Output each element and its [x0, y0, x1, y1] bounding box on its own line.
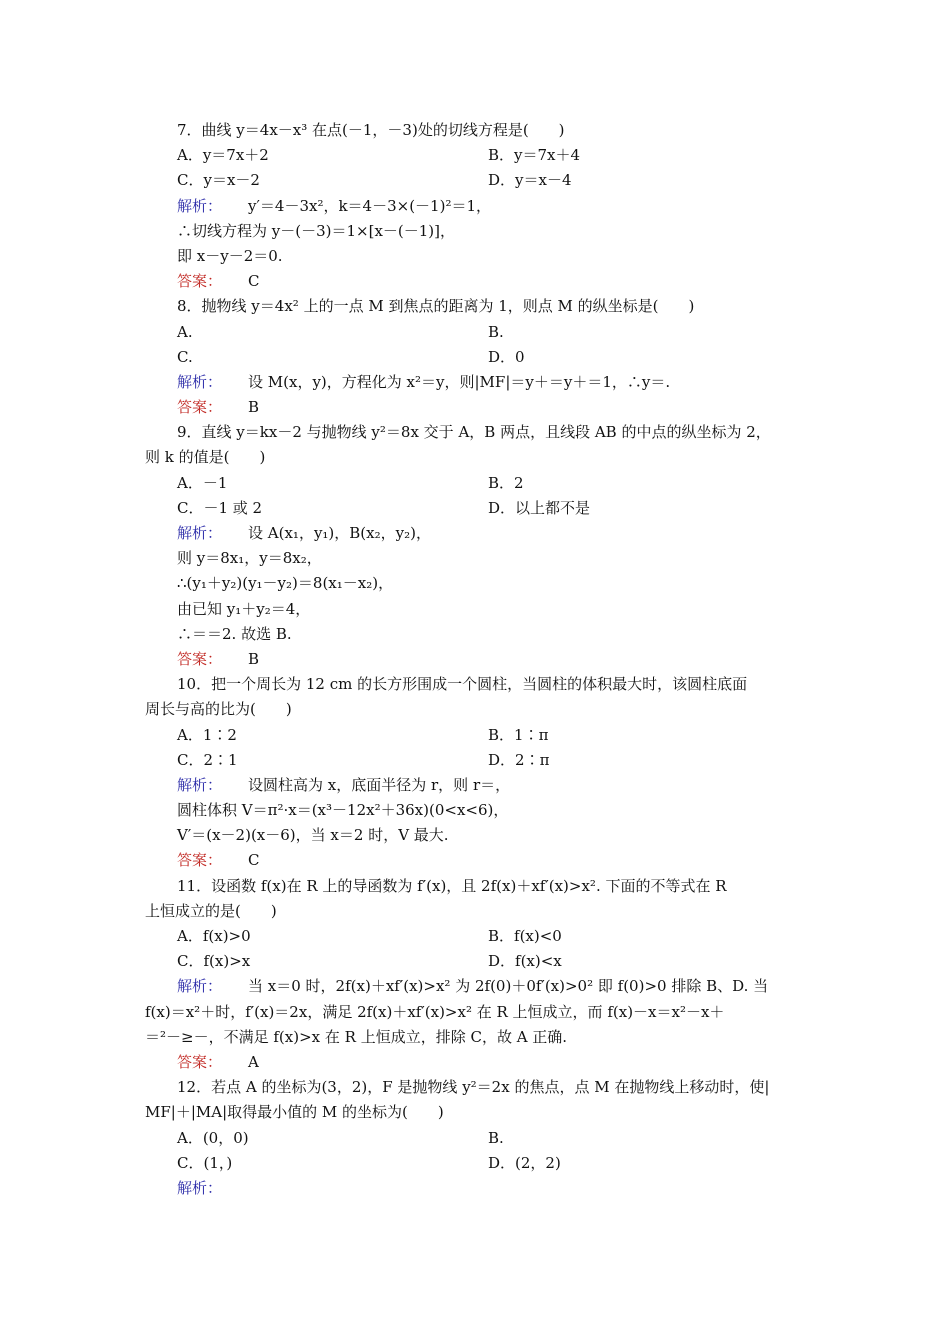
q9-answer-line: [145, 647, 805, 672]
q7-answer: C: [248, 272, 260, 291]
q9-stem-line-2: 则 k 的值是( ): [145, 448, 266, 467]
q9-options-ab: [145, 471, 805, 496]
q8-option-a: A.: [177, 322, 193, 341]
q9-analysis-text-1: 设 A(x₁，y₁)，B(x₂，y₂)，: [248, 524, 431, 542]
q7-analysis-label: 解析：: [177, 196, 223, 215]
q7-analysis-line-1: [145, 194, 805, 219]
q11-analysis-line-3: ＝²－≥－，不满足 f(x)>x 在 R 上恒成立，排除 C，故 A 正确.: [145, 1027, 568, 1046]
q8-option-b: B.: [488, 322, 504, 341]
q7-analysis-text-1: y′＝4－3x²，k＝4－3×(－1)²＝1，: [248, 196, 492, 215]
q12-stem-line-2: MF|＋|MA|取得最小值的 M 的坐标为( ): [145, 1103, 444, 1122]
q8-answer-label: 答案：: [177, 398, 223, 417]
q9-option-c: C．－1 或 2: [177, 498, 263, 517]
q7-stem: 7．曲线 y＝4x－x³ 在点(－1，－3)处的切线方程是( ): [177, 121, 565, 139]
q11-answer: A: [248, 1052, 259, 1071]
q10-options-ab: [145, 723, 805, 748]
q12-analysis-line-1: [145, 1176, 805, 1201]
q7-answer-label: 答案：: [177, 272, 223, 291]
q11-stem-line-1: 11．设函数 f(x)在 R 上的导函数为 f′(x)，且 2f(x)＋xf′(x)>x². 下面的不等式在 R: [177, 876, 727, 895]
q7-option-c: C．y＝x－2: [177, 171, 260, 190]
q10-answer-line: [145, 848, 805, 873]
q9-answer: B: [248, 649, 260, 668]
q8-analysis-label: 解析：: [177, 372, 223, 391]
q11-option-b: B．f(x)<0: [488, 927, 562, 945]
q12-options-cd: [145, 1151, 805, 1176]
q7-analysis-line-3: 即 x－y－2＝0.: [177, 246, 283, 265]
q10-analysis-text-1: 设圆柱高为 x，底面半径为 r，则 r＝，: [248, 775, 511, 794]
q8-answer-line: [145, 395, 805, 420]
q11-analysis-text-1: 当 x＝0 时，2f(x)＋xf′(x)>x² 为 2f(0)＋0f′(x)>0² 即 f(0)>0 排除 B、D. 当: [248, 977, 769, 996]
q10-option-d: D．2∶π: [488, 750, 550, 769]
q11-options-ab: [145, 924, 805, 949]
q10-stem-line-1: 10．把一个周长为 12 cm 的长方形围成一个圆柱，当圆柱的体积最大时，该圆柱底面: [177, 675, 748, 694]
q9-analysis-line-4: 由已知 y₁＋y₂＝4，: [177, 599, 311, 618]
q7-options-ab: [145, 143, 805, 168]
q7-analysis-line-2: ∴切线方程为 y－(－3)＝1×[x－(－1)]，: [177, 221, 456, 240]
q11-options-cd: [145, 949, 805, 974]
q7-option-b: B．y＝7x＋4: [488, 146, 581, 165]
q11-analysis-line-1: [145, 974, 805, 999]
q10-analysis-line-1: [145, 773, 805, 798]
q9-options-cd: [145, 496, 805, 521]
q7-options-cd: [145, 168, 805, 193]
q10-options-cd: [145, 748, 805, 773]
q10-option-c: C．2∶1: [177, 750, 238, 769]
q7-option-a: A．y＝7x＋2: [177, 146, 269, 165]
q12-option-d: D．(2，2): [488, 1153, 561, 1172]
q8-options-cd: [145, 345, 805, 370]
q12-option-a: A．(0，0): [177, 1128, 249, 1147]
q9-analysis-line-5: ∴＝＝2. 故选 B.: [177, 624, 292, 643]
q8-option-c: C.: [177, 347, 193, 366]
q11-analysis-line-2: f(x)＝x²＋时，f′(x)＝2x，满足 2f(x)＋xf′(x)>x² 在 R 上恒成立，而 f(x)－x＝x²－x＋: [145, 1002, 725, 1021]
q11-option-c: C．f(x)>x: [177, 952, 251, 971]
q11-stem-line-2: 上恒成立的是( ): [145, 901, 277, 920]
q12-stem-line-1: 12．若点 A 的坐标为(3，2)，F 是抛物线 y²＝2x 的焦点，点 M 在抛物线上移动时，使|: [177, 1078, 770, 1097]
q11-option-d: D．f(x)<x: [488, 952, 562, 971]
q9-analysis-label: 解析：: [177, 524, 223, 542]
q12-option-c: C．(1，): [177, 1153, 233, 1172]
q10-answer: C: [248, 851, 260, 870]
q9-analysis-line-2: 则 y＝8x₁，y＝8x₂，: [177, 549, 322, 568]
q9-option-b: B．2: [488, 473, 524, 492]
q7-option-d: D．y＝x－4: [488, 171, 572, 190]
q11-answer-label: 答案：: [177, 1052, 223, 1071]
q9-analysis-line-1: [145, 521, 805, 546]
q8-options-ab: [145, 320, 805, 345]
q10-analysis-label: 解析：: [177, 775, 223, 794]
q10-option-a: A．1∶2: [177, 725, 237, 744]
q8-stem: 8．抛物线 y＝4x² 上的一点 M 到焦点的距离为 1，则点 M 的纵坐标是( ): [177, 297, 695, 316]
q12-analysis-label: 解析：: [177, 1178, 223, 1197]
q12-options-ab: [145, 1126, 805, 1151]
q8-analysis-text-1: 设 M(x，y)，方程化为 x²＝y，则|MF|＝y＋＝y＋＝1，∴y＝.: [248, 372, 671, 391]
q10-analysis-line-2: 圆柱体积 V＝π²·x＝(x³－12x²＋36x)(0<x<6)，: [177, 801, 509, 820]
q11-analysis-label: 解析：: [177, 977, 223, 996]
q10-answer-label: 答案：: [177, 851, 223, 870]
q11-answer-line: [145, 1050, 805, 1075]
q11-option-a: A．f(x)>0: [177, 927, 251, 945]
q9-stem-line-1: 9．直线 y＝kx－2 与抛物线 y²＝8x 交于 A，B 两点，且线段 AB 的中点的纵坐标为 2，: [177, 423, 771, 442]
document-content: [145, 118, 805, 1201]
q10-analysis-line-3: V′＝(x－2)(x－6)，当 x＝2 时，V 最大.: [177, 826, 449, 845]
q8-analysis-line-1: [145, 370, 805, 395]
q7-answer-line: [145, 269, 805, 294]
q8-option-d: D．0: [488, 347, 525, 366]
q9-option-a: A．－1: [177, 473, 228, 492]
q9-option-d: D．以上都不是: [488, 498, 591, 517]
q10-stem-line-2: 周长与高的比为( ): [145, 700, 292, 719]
q9-answer-label: 答案：: [177, 649, 223, 668]
q10-option-b: B．1∶π: [488, 725, 549, 744]
q9-analysis-line-3: ∴(y₁＋y₂)(y₁－y₂)＝8(x₁－x₂)，: [177, 574, 394, 593]
q8-answer: B: [248, 398, 260, 417]
q12-option-b: B.: [488, 1128, 504, 1147]
